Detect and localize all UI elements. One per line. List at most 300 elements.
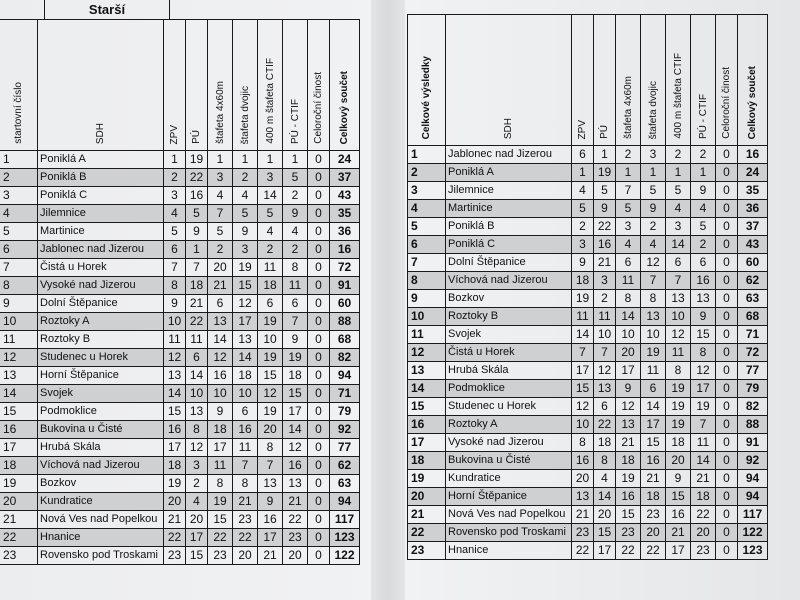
score-cell: 15 bbox=[283, 385, 308, 403]
score-cell: 13 bbox=[186, 403, 208, 421]
row-number: 11 bbox=[0, 331, 38, 349]
table-row bbox=[408, 308, 768, 326]
score-cell: 0 bbox=[716, 398, 738, 416]
row-number: 4 bbox=[408, 200, 446, 218]
score-cell: 4 bbox=[594, 470, 616, 488]
total-cell: 88 bbox=[738, 416, 768, 434]
team-name: Poniklá B bbox=[38, 169, 164, 187]
overall-results-table bbox=[407, 14, 768, 560]
score-cell: 17 bbox=[641, 416, 666, 434]
score-cell: 20 bbox=[208, 259, 233, 277]
results-header-row bbox=[408, 15, 768, 146]
total-cell: 63 bbox=[330, 475, 360, 493]
score-cell: 23 bbox=[641, 506, 666, 524]
score-cell: 6 bbox=[616, 254, 641, 272]
score-cell: 6 bbox=[164, 241, 186, 259]
team-name: Bukovina u Čisté bbox=[38, 421, 164, 439]
score-cell: 8 bbox=[233, 475, 258, 493]
score-cell: 19 bbox=[691, 398, 716, 416]
score-cell: 0 bbox=[716, 218, 738, 236]
score-cell: 10 bbox=[616, 326, 641, 344]
total-cell: 72 bbox=[738, 344, 768, 362]
score-cell: 23 bbox=[208, 547, 233, 565]
score-cell: 8 bbox=[616, 290, 641, 308]
table-row bbox=[0, 493, 360, 511]
score-cell: 0 bbox=[716, 452, 738, 470]
team-name: Martinice bbox=[446, 200, 572, 218]
table-row bbox=[408, 452, 768, 470]
score-cell: 0 bbox=[308, 331, 330, 349]
score-cell: 23 bbox=[616, 524, 641, 542]
row-number: 11 bbox=[408, 326, 446, 344]
score-cell: 2 bbox=[594, 290, 616, 308]
total-cell: 68 bbox=[738, 308, 768, 326]
score-cell: 11 bbox=[594, 308, 616, 326]
score-cell: 20 bbox=[594, 506, 616, 524]
score-cell: 21 bbox=[186, 295, 208, 313]
score-cell: 4 bbox=[666, 200, 691, 218]
score-cell: 6 bbox=[186, 349, 208, 367]
score-cell: 22 bbox=[691, 506, 716, 524]
table-row bbox=[0, 295, 360, 313]
table-row bbox=[0, 529, 360, 547]
score-cell: 20 bbox=[258, 421, 283, 439]
score-cell: 9 bbox=[283, 331, 308, 349]
score-cell: 19 bbox=[258, 349, 283, 367]
score-cell: 22 bbox=[594, 218, 616, 236]
score-cell: 19 bbox=[283, 349, 308, 367]
table-row bbox=[408, 326, 768, 344]
team-name: Jablonec nad Jizerou bbox=[38, 241, 164, 259]
team-name: Studenec u Horek bbox=[446, 398, 572, 416]
team-name: Rovensko pod Troskami bbox=[446, 524, 572, 542]
score-cell: 5 bbox=[641, 182, 666, 200]
score-cell: 3 bbox=[616, 218, 641, 236]
score-cell: 5 bbox=[186, 205, 208, 223]
score-cell: 3 bbox=[666, 218, 691, 236]
score-cell: 10 bbox=[641, 326, 666, 344]
score-cell: 12 bbox=[691, 362, 716, 380]
table-row bbox=[408, 218, 768, 236]
score-cell: 15 bbox=[594, 524, 616, 542]
team-name: Jilemnice bbox=[38, 205, 164, 223]
score-cell: 15 bbox=[208, 511, 233, 529]
score-cell: 8 bbox=[283, 259, 308, 277]
table-row bbox=[0, 349, 360, 367]
score-cell: 12 bbox=[258, 385, 283, 403]
team-name: Kundratice bbox=[38, 493, 164, 511]
start-order-table bbox=[0, 19, 360, 565]
score-cell: 16 bbox=[691, 272, 716, 290]
score-cell: 19 bbox=[666, 380, 691, 398]
score-cell: 16 bbox=[572, 452, 594, 470]
score-cell: 19 bbox=[594, 164, 616, 182]
score-cell: 1 bbox=[691, 164, 716, 182]
score-cell: 13 bbox=[616, 416, 641, 434]
total-cell: 71 bbox=[330, 385, 360, 403]
team-name: Roztoky B bbox=[38, 331, 164, 349]
score-cell: 14 bbox=[233, 349, 258, 367]
score-cell: 6 bbox=[283, 295, 308, 313]
row-number: 22 bbox=[408, 524, 446, 542]
header-year-activity: Celoroční činost bbox=[716, 15, 738, 146]
score-cell: 7 bbox=[616, 182, 641, 200]
score-cell: 14 bbox=[572, 326, 594, 344]
row-number: 23 bbox=[0, 547, 38, 565]
score-cell: 17 bbox=[208, 439, 233, 457]
score-cell: 18 bbox=[594, 434, 616, 452]
score-cell: 14 bbox=[208, 331, 233, 349]
total-cell: 82 bbox=[330, 349, 360, 367]
team-name: Poniklá C bbox=[38, 187, 164, 205]
score-cell: 11 bbox=[233, 439, 258, 457]
team-name: Jilemnice bbox=[446, 182, 572, 200]
score-cell: 4 bbox=[283, 223, 308, 241]
score-cell: 2 bbox=[691, 146, 716, 164]
score-cell: 2 bbox=[164, 169, 186, 187]
total-cell: 82 bbox=[738, 398, 768, 416]
score-cell: 18 bbox=[572, 272, 594, 290]
row-number: 5 bbox=[0, 223, 38, 241]
row-number: 3 bbox=[408, 182, 446, 200]
score-cell: 23 bbox=[283, 529, 308, 547]
score-cell: 1 bbox=[233, 151, 258, 169]
total-cell: 16 bbox=[330, 241, 360, 259]
score-cell: 1 bbox=[666, 164, 691, 182]
score-cell: 14 bbox=[164, 385, 186, 403]
score-cell: 0 bbox=[716, 164, 738, 182]
row-number: 9 bbox=[408, 290, 446, 308]
total-cell: 91 bbox=[330, 277, 360, 295]
score-cell: 21 bbox=[572, 506, 594, 524]
total-cell: 68 bbox=[330, 331, 360, 349]
score-cell: 4 bbox=[164, 205, 186, 223]
row-number: 12 bbox=[0, 349, 38, 367]
score-cell: 16 bbox=[594, 236, 616, 254]
score-cell: 0 bbox=[716, 362, 738, 380]
team-name: Vysoké nad Jizerou bbox=[38, 277, 164, 295]
score-cell: 8 bbox=[572, 434, 594, 452]
table-row bbox=[0, 403, 360, 421]
score-cell: 13 bbox=[594, 380, 616, 398]
header-start-number: startovní číslo bbox=[0, 20, 38, 151]
score-cell: 4 bbox=[208, 187, 233, 205]
score-cell: 12 bbox=[233, 295, 258, 313]
row-number: 16 bbox=[0, 421, 38, 439]
score-cell: 18 bbox=[641, 488, 666, 506]
score-cell: 0 bbox=[308, 349, 330, 367]
row-number: 7 bbox=[408, 254, 446, 272]
table-row bbox=[0, 169, 360, 187]
score-cell: 11 bbox=[164, 331, 186, 349]
score-cell: 14 bbox=[594, 488, 616, 506]
header-total: Celkový součet bbox=[330, 20, 360, 151]
row-number: 17 bbox=[408, 434, 446, 452]
score-cell: 22 bbox=[594, 416, 616, 434]
score-cell: 22 bbox=[233, 529, 258, 547]
row-number: 15 bbox=[408, 398, 446, 416]
score-cell: 19 bbox=[208, 493, 233, 511]
score-cell: 0 bbox=[308, 241, 330, 259]
score-cell: 3 bbox=[164, 187, 186, 205]
score-cell: 13 bbox=[691, 290, 716, 308]
row-number: 3 bbox=[0, 187, 38, 205]
total-cell: 117 bbox=[738, 506, 768, 524]
score-cell: 17 bbox=[233, 313, 258, 331]
team-name: Víchová nad Jizerou bbox=[38, 457, 164, 475]
total-cell: 43 bbox=[330, 187, 360, 205]
score-cell: 17 bbox=[186, 529, 208, 547]
score-cell: 9 bbox=[641, 200, 666, 218]
score-cell: 0 bbox=[308, 547, 330, 565]
score-cell: 3 bbox=[594, 272, 616, 290]
header-zpv: ZPV bbox=[572, 15, 594, 146]
score-cell: 12 bbox=[666, 326, 691, 344]
score-cell: 16 bbox=[283, 457, 308, 475]
score-cell: 5 bbox=[691, 218, 716, 236]
team-name: Podmoklice bbox=[38, 403, 164, 421]
score-cell: 21 bbox=[666, 524, 691, 542]
score-cell: 5 bbox=[258, 205, 283, 223]
score-cell: 10 bbox=[666, 308, 691, 326]
score-cell: 15 bbox=[258, 367, 283, 385]
score-cell: 17 bbox=[572, 362, 594, 380]
row-number: 22 bbox=[0, 529, 38, 547]
score-cell: 10 bbox=[208, 385, 233, 403]
total-cell: 122 bbox=[738, 524, 768, 542]
score-cell: 13 bbox=[641, 308, 666, 326]
score-cell: 3 bbox=[186, 457, 208, 475]
row-number: 16 bbox=[408, 416, 446, 434]
score-cell: 9 bbox=[283, 205, 308, 223]
score-cell: 15 bbox=[186, 547, 208, 565]
score-cell: 22 bbox=[186, 169, 208, 187]
score-cell: 8 bbox=[666, 362, 691, 380]
score-cell: 14 bbox=[258, 187, 283, 205]
score-cell: 19 bbox=[641, 344, 666, 362]
team-name: Hnanice bbox=[38, 529, 164, 547]
score-cell: 21 bbox=[616, 434, 641, 452]
row-number: 23 bbox=[408, 542, 446, 560]
score-cell: 6 bbox=[572, 146, 594, 164]
row-number: 13 bbox=[0, 367, 38, 385]
row-number: 19 bbox=[408, 470, 446, 488]
total-cell: 117 bbox=[330, 511, 360, 529]
team-name: Čistá u Horek bbox=[38, 259, 164, 277]
score-cell: 2 bbox=[666, 146, 691, 164]
score-cell: 9 bbox=[208, 403, 233, 421]
row-number: 14 bbox=[0, 385, 38, 403]
score-cell: 3 bbox=[258, 169, 283, 187]
table-row bbox=[0, 259, 360, 277]
score-cell: 12 bbox=[594, 362, 616, 380]
score-cell: 5 bbox=[666, 182, 691, 200]
score-cell: 16 bbox=[258, 511, 283, 529]
header-pu-ctif: PÚ - CTIF bbox=[283, 20, 308, 151]
total-cell: 62 bbox=[738, 272, 768, 290]
total-cell: 36 bbox=[738, 200, 768, 218]
table-row bbox=[0, 547, 360, 565]
total-cell: 16 bbox=[738, 146, 768, 164]
team-name: Jablonec nad Jizerou bbox=[446, 146, 572, 164]
total-cell: 60 bbox=[330, 295, 360, 313]
total-cell: 94 bbox=[738, 488, 768, 506]
score-cell: 22 bbox=[164, 529, 186, 547]
row-number: 15 bbox=[0, 403, 38, 421]
total-cell: 35 bbox=[738, 182, 768, 200]
score-cell: 21 bbox=[283, 493, 308, 511]
score-cell: 0 bbox=[308, 421, 330, 439]
total-cell: 36 bbox=[330, 223, 360, 241]
row-number: 21 bbox=[0, 511, 38, 529]
score-cell: 14 bbox=[641, 398, 666, 416]
score-cell: 6 bbox=[641, 380, 666, 398]
score-cell: 6 bbox=[691, 254, 716, 272]
score-cell: 8 bbox=[164, 277, 186, 295]
score-cell: 20 bbox=[666, 452, 691, 470]
header-relay-ctif: 400 m štafeta CTIF bbox=[666, 15, 691, 146]
score-cell: 19 bbox=[258, 313, 283, 331]
team-name: Bozkov bbox=[38, 475, 164, 493]
score-cell: 0 bbox=[716, 182, 738, 200]
table-row bbox=[408, 290, 768, 308]
score-cell: 0 bbox=[308, 529, 330, 547]
score-cell: 20 bbox=[572, 470, 594, 488]
score-cell: 19 bbox=[164, 475, 186, 493]
table-row bbox=[0, 313, 360, 331]
score-cell: 0 bbox=[308, 511, 330, 529]
score-cell: 11 bbox=[208, 457, 233, 475]
score-cell: 18 bbox=[691, 488, 716, 506]
score-cell: 7 bbox=[594, 344, 616, 362]
score-cell: 9 bbox=[691, 182, 716, 200]
score-cell: 5 bbox=[572, 200, 594, 218]
score-cell: 6 bbox=[666, 254, 691, 272]
score-cell: 8 bbox=[691, 344, 716, 362]
score-cell: 0 bbox=[716, 416, 738, 434]
score-cell: 19 bbox=[616, 470, 641, 488]
score-cell: 13 bbox=[208, 313, 233, 331]
table-row bbox=[408, 434, 768, 452]
table-row bbox=[0, 511, 360, 529]
score-cell: 21 bbox=[208, 277, 233, 295]
score-cell: 1 bbox=[164, 151, 186, 169]
score-cell: 14 bbox=[186, 367, 208, 385]
score-cell: 3 bbox=[572, 236, 594, 254]
score-cell: 13 bbox=[233, 331, 258, 349]
score-cell: 20 bbox=[283, 547, 308, 565]
score-cell: 21 bbox=[233, 493, 258, 511]
team-name: Nová Ves nad Popelkou bbox=[446, 506, 572, 524]
score-cell: 4 bbox=[258, 223, 283, 241]
score-cell: 19 bbox=[186, 151, 208, 169]
table-row bbox=[0, 277, 360, 295]
score-cell: 0 bbox=[308, 475, 330, 493]
score-cell: 0 bbox=[308, 277, 330, 295]
score-cell: 14 bbox=[616, 308, 641, 326]
score-cell: 6 bbox=[233, 403, 258, 421]
score-cell: 20 bbox=[691, 524, 716, 542]
team-name: Poniklá B bbox=[446, 218, 572, 236]
score-cell: 1 bbox=[283, 151, 308, 169]
score-cell: 3 bbox=[208, 169, 233, 187]
score-cell: 9 bbox=[258, 493, 283, 511]
row-number: 1 bbox=[0, 151, 38, 169]
score-cell: 11 bbox=[666, 344, 691, 362]
team-name: Podmoklice bbox=[446, 380, 572, 398]
team-name: Studenec u Horek bbox=[38, 349, 164, 367]
score-cell: 23 bbox=[233, 511, 258, 529]
score-cell: 10 bbox=[186, 385, 208, 403]
score-cell: 19 bbox=[233, 259, 258, 277]
score-cell: 16 bbox=[164, 421, 186, 439]
table-row bbox=[0, 241, 360, 259]
score-cell: 0 bbox=[308, 223, 330, 241]
score-cell: 9 bbox=[616, 380, 641, 398]
team-name: Dolní Štěpanice bbox=[38, 295, 164, 313]
score-cell: 4 bbox=[572, 182, 594, 200]
score-cell: 0 bbox=[716, 200, 738, 218]
score-cell: 1 bbox=[616, 164, 641, 182]
row-number: 2 bbox=[408, 164, 446, 182]
score-cell: 0 bbox=[716, 524, 738, 542]
score-cell: 2 bbox=[283, 187, 308, 205]
header-overall-results: Celkové výsledky bbox=[408, 15, 446, 146]
total-cell: 79 bbox=[738, 380, 768, 398]
score-cell: 5 bbox=[164, 223, 186, 241]
score-cell: 3 bbox=[233, 241, 258, 259]
score-cell: 0 bbox=[308, 493, 330, 511]
score-cell: 12 bbox=[208, 349, 233, 367]
row-number: 13 bbox=[408, 362, 446, 380]
score-cell: 17 bbox=[616, 362, 641, 380]
score-cell: 1 bbox=[641, 164, 666, 182]
score-cell: 9 bbox=[186, 223, 208, 241]
score-cell: 0 bbox=[716, 290, 738, 308]
score-cell: 14 bbox=[283, 421, 308, 439]
total-cell: 60 bbox=[738, 254, 768, 272]
score-cell: 12 bbox=[641, 254, 666, 272]
score-cell: 15 bbox=[616, 506, 641, 524]
score-cell: 15 bbox=[691, 326, 716, 344]
score-cell: 0 bbox=[308, 295, 330, 313]
score-cell: 0 bbox=[716, 272, 738, 290]
score-cell: 19 bbox=[572, 290, 594, 308]
team-name: Horní Štěpanice bbox=[38, 367, 164, 385]
table-row bbox=[0, 457, 360, 475]
score-cell: 13 bbox=[258, 475, 283, 493]
score-cell: 7 bbox=[283, 313, 308, 331]
header-relay-pairs: štafeta dvojic bbox=[233, 20, 258, 151]
score-cell: 0 bbox=[308, 439, 330, 457]
score-cell: 0 bbox=[716, 380, 738, 398]
score-cell: 4 bbox=[691, 200, 716, 218]
row-number: 6 bbox=[0, 241, 38, 259]
score-cell: 13 bbox=[666, 290, 691, 308]
header-pu: PÚ bbox=[186, 20, 208, 151]
score-cell: 18 bbox=[186, 277, 208, 295]
score-cell: 2 bbox=[572, 218, 594, 236]
score-cell: 8 bbox=[186, 421, 208, 439]
score-cell: 0 bbox=[308, 403, 330, 421]
score-cell: 8 bbox=[208, 475, 233, 493]
table-row bbox=[0, 223, 360, 241]
score-cell: 9 bbox=[233, 223, 258, 241]
team-name: Poniklá A bbox=[446, 164, 572, 182]
score-cell: 16 bbox=[641, 452, 666, 470]
score-cell: 18 bbox=[208, 421, 233, 439]
score-cell: 2 bbox=[233, 169, 258, 187]
